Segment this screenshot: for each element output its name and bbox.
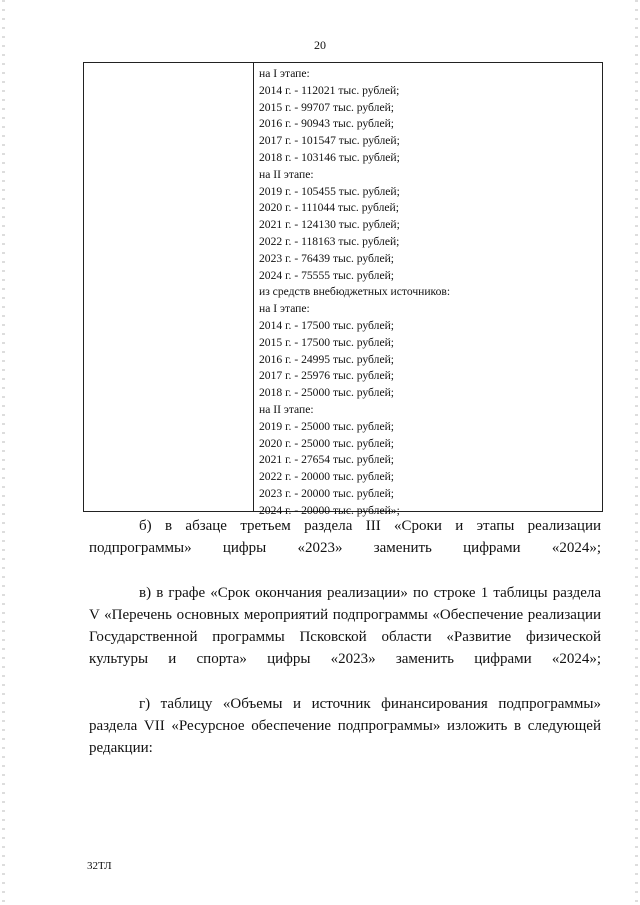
table-left-cell	[84, 63, 254, 511]
table-line: на II этапе:	[259, 167, 314, 181]
table-line: 2021 г. - 124130 тыс. рублей;	[259, 218, 400, 232]
table-line: 2024 г. - 20000 тыс. рублей»;	[259, 503, 400, 517]
paragraph-v: в) в графе «Срок окончания реализации» по строке 1 таблицы раздела V «Перечень основных мероприятий подпрограммы «Обеспечение реализации Государственной программы Псковской области «Развитие физической культуры и спорта» цифры «2023» заменить цифрами «2024»;	[89, 584, 601, 668]
paragraph-b: б) в абзаце третьем раздела III «Сроки и этапы реализации подпрограммы» цифры «2023» заменить цифрами «2024»;	[89, 518, 601, 557]
table-line: на II этапе:	[259, 402, 314, 416]
table-line: 2017 г. - 25976 тыс. рублей;	[259, 369, 395, 383]
table-line: 2022 г. - 118163 тыс. рублей;	[259, 234, 400, 248]
paragraph-g: г) таблицу «Объемы и источник финансирования подпрограммы» раздела VII «Ресурсное обеспечение подпрограммы» изложить в следующей редакции:	[89, 695, 601, 757]
table-line: на I этапе:	[259, 302, 310, 316]
table-line: 2018 г. - 25000 тыс. рублей;	[259, 386, 395, 400]
footer-code: 32ТЛ	[87, 860, 112, 872]
amendment-text	[89, 515, 601, 781]
table-line: 2015 г. - 17500 тыс. рублей;	[259, 335, 395, 349]
table-line: 2014 г. - 112021 тыс. рублей;	[259, 83, 400, 97]
table-line: 2020 г. - 111044 тыс. рублей;	[259, 201, 399, 215]
table-line: 2014 г. - 17500 тыс. рублей;	[259, 318, 395, 332]
table-line: 2019 г. - 25000 тыс. рублей;	[259, 419, 395, 433]
table-line: 2016 г. - 24995 тыс. рублей;	[259, 352, 395, 366]
table-line: 2019 г. - 105455 тыс. рублей;	[259, 184, 400, 198]
right-edge-scan-marks	[635, 0, 638, 905]
table-line: 2016 г. - 90943 тыс. рублей;	[259, 117, 395, 131]
table-line: 2015 г. - 99707 тыс. рублей;	[259, 100, 395, 114]
table-line: из средств внебюджетных источников:	[259, 285, 451, 299]
table-line: 2022 г. - 20000 тыс. рублей;	[259, 470, 395, 484]
table-line: 2018 г. - 103146 тыс. рублей;	[259, 150, 400, 164]
page-number: 20	[314, 38, 326, 52]
table-line: 2023 г. - 76439 тыс. рублей;	[259, 251, 395, 265]
table-line: 2017 г. - 101547 тыс. рублей;	[259, 134, 400, 148]
table-line: 2021 г. - 27654 тыс. рублей;	[259, 453, 395, 467]
table-line: 2024 г. - 75555 тыс. рублей;	[259, 268, 395, 282]
table-right-cell	[254, 63, 602, 517]
left-edge-scan-marks	[2, 0, 5, 905]
table-line: на I этапе:	[259, 67, 310, 80]
table-line: 2020 г. - 25000 тыс. рублей;	[259, 436, 395, 450]
table-line: 2023 г. - 20000 тыс. рублей;	[259, 486, 395, 500]
financing-table	[83, 62, 603, 517]
